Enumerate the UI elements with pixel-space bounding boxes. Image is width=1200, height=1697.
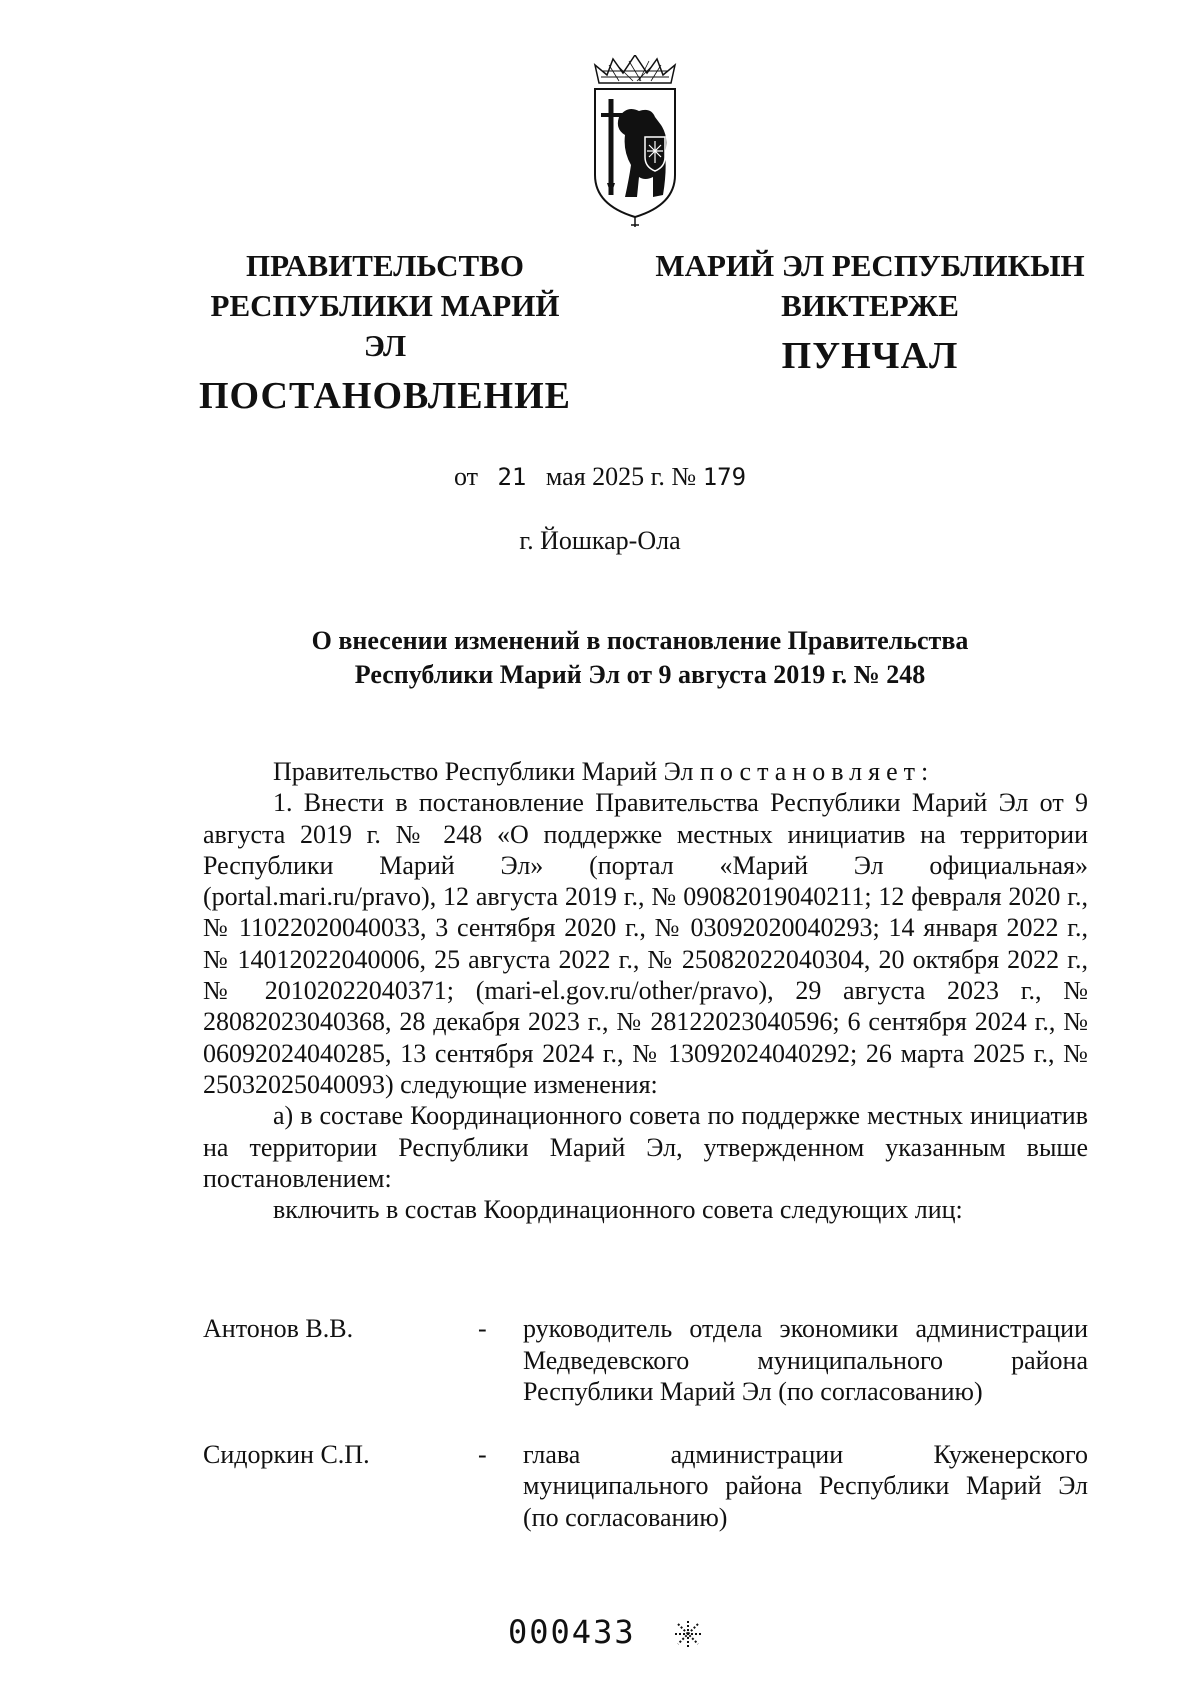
document-type-ru: ПОСТАНОВЛЕНИЕ	[198, 375, 572, 417]
intro-prefix: Правительство Республики Марий Эл	[273, 757, 700, 786]
header-left-line1: ПРАВИТЕЛЬСТВО	[246, 248, 524, 283]
asterisk-mark-icon	[674, 1620, 702, 1648]
header-right-line2: ВИКТЕРЖЕ	[781, 288, 959, 323]
header-left	[190, 246, 580, 416]
date-day: 21	[497, 463, 527, 491]
list-item	[203, 1313, 1088, 1408]
title-line1: О внесении изменений в постановление Правительства	[311, 626, 969, 655]
header-right	[650, 246, 1090, 376]
paragraph-1: 1. Внести в постановление Правительства Республики Марий Эл от 9 августа 2019 г. № 248 «О поддержке местных инициатив на территории Республики Марий Эл» (портал «Марий Эл официальная» (portal.mari.ru/pravo), 12 августа 2019 г., № 09082019040211; 12 февраля 2020 г., № 11022020040033, 3 сентября 2020 г., № 03092020040293; 14 января 2022 г., № 14012022040006, 25 августа 2022 г., № 25082022040304, 20 октября 2022 г., № 20102022040371; (mari-el.gov.ru/other/pravo), 29 августа 2023 г., № 28082023040368, 28 декабря 2023 г., № 28122023040596; 6 сентября 2024 г., № 06092024040285, 13 сентября 2024 г., № 13092024040292; 26 марта 2025 г., № 25032025040093) следующие изменения:	[203, 788, 1088, 1099]
header-right-line1: МАРИЙ ЭЛ РЕСПУБЛИКЫН	[655, 248, 1085, 283]
member-name: Сидоркин С.П.	[203, 1439, 370, 1469]
paragraph-include: включить в состав Координационного совета следующих лиц:	[273, 1195, 963, 1225]
member-role: руководитель отдела экономики администрации Медведевского муниципального района Республики Марий Эл (по согласованию)	[523, 1314, 1088, 1406]
list-item	[203, 1439, 1088, 1534]
document-body	[203, 756, 1088, 1225]
date-from-label: от	[453, 462, 478, 491]
document-date-line	[0, 462, 1200, 492]
document-type-mari: ПУНЧАЛ	[781, 335, 959, 377]
member-dash: -	[478, 1439, 487, 1469]
header-left-line2: РЕСПУБЛИКИ МАРИЙ ЭЛ	[210, 288, 560, 363]
members-list	[203, 1313, 1088, 1564]
intro-decree-word: постановляет:	[699, 757, 935, 786]
member-role: глава администрации Куженерского муниципального района Республики Марий Эл (по согласованию)	[523, 1439, 1088, 1532]
date-month-year: мая 2025 г. №	[545, 462, 697, 491]
serial-number: 000433	[508, 1613, 636, 1651]
member-dash: -	[478, 1314, 487, 1343]
document-title	[190, 624, 1090, 692]
document-city: г. Йошкар-Ола	[519, 526, 681, 555]
title-line2: Республики Марий Эл от 9 августа 2019 г. № 248	[354, 660, 926, 689]
coat-of-arms-emblem	[589, 55, 681, 230]
member-name: Антонов В.В.	[203, 1314, 354, 1343]
paragraph-a: а) в составе Координационного совета по поддержке местных инициатив на территории Республики Марий Эл, утвержденном указанным выше постановлением:	[203, 1101, 1088, 1193]
document-number: 179	[702, 463, 747, 491]
intro-paragraph	[203, 756, 1088, 787]
